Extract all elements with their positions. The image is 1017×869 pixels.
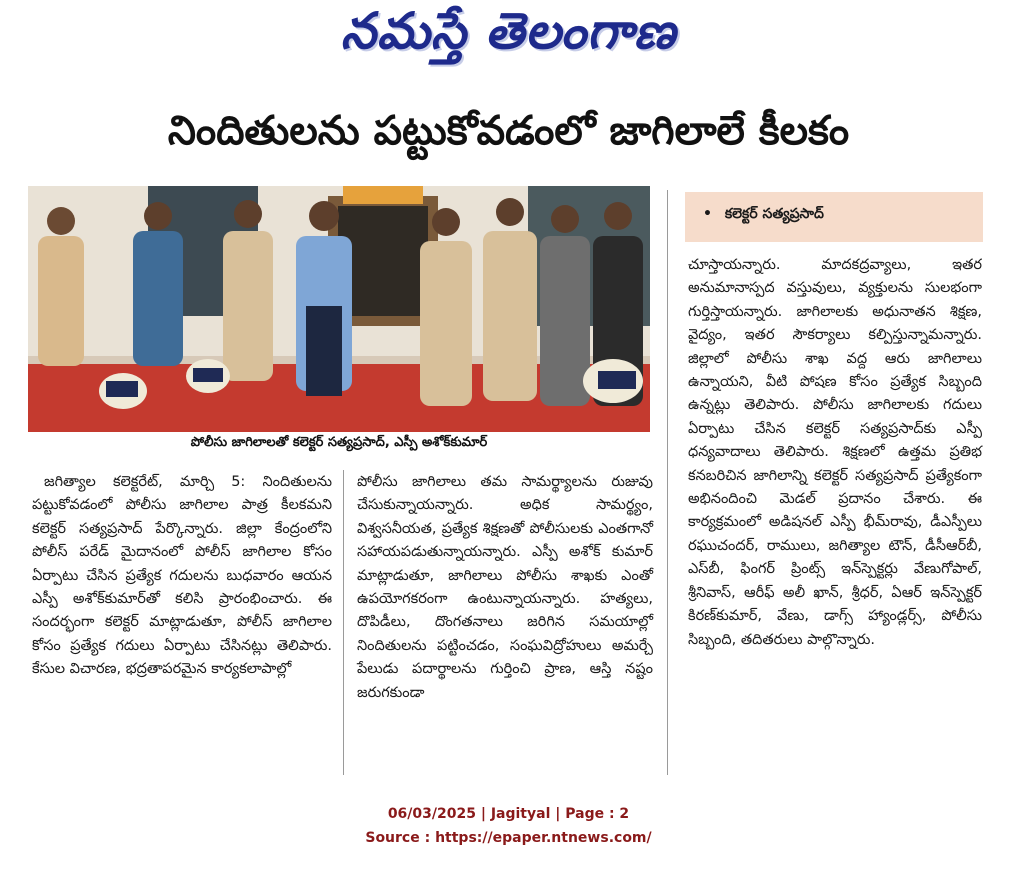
article-column-2: పోలీసు జాగిలాలు తమ సామర్థ్యాలను రుజువు చేసుకున్నాయన్నారు. అధిక సామర్థ్యం, విశ్వసనీయత, ప్రత్యేక శిక్షణతో పోలీసులకు ఎంతగానో సహాయపడుతున్నాయన్నారు. ఎస్పీ అశోక్ కుమార్ మాట్లాడుతూ, జాగిలాలు పోలీసు శాఖకు ఎంతో ఉపయోగకరంగా ఉంటున్నాయన్నారు. హత్యలు, దొపిడీలు, దొంగతనాలు జరిగిన సమయాల్లో నిందితులను పట్టించడం, సంఘవిద్రోహులు అమర్చే పేలుడు పదార్థాలను గుర్తించి ప్రాణ, ఆస్తి నష్టం జరుగకుండా: [357, 474, 653, 701]
footer-source-line: Source : https://epaper.ntnews.com/: [365, 830, 652, 846]
photo-caption: పోలీసు జాగిలాలతో కలెక్టర్ సత్యప్రసాద్, ఎస్పీ అశోక్‌కుమార్: [190, 435, 488, 450]
column-divider: [667, 190, 668, 775]
footer-date-line: 06/03/2025 | Jagityal | Page : 2: [387, 806, 630, 822]
bullet-icon: •: [703, 206, 712, 222]
article-photo: [28, 186, 650, 432]
highlight-text: కలెక్టర్ సత్యప్రసాద్: [724, 206, 824, 222]
article-column-1: జగిత్యాల కలెక్టరేట్, మార్చి 5: నిందితులను పట్టుకోవడంలో పోలీసు జాగిలాల పాత్ర కీలకమని కలెక్టర్ సత్యప్రసాద్ పేర్కొన్నారు. జిల్లా కేంద్రంలోని పోలీస్ పరేడ్ మైదానంలో పోలీస్ జాగిలాల కోసం ఏర్పాటు చేసిన ప్రత్యేక గదులను బుధవారం ఆయన ఎస్పీ అశోక్‌కుమార్‌తో కలిసి ప్రారంభించారు. ఈ సందర్భంగా కలెక్టర్ మాట్లాడుతూ, పోలీస్ జాగిలాల కోసం ప్రత్యేక గదులు ఏర్పాటు చేసినట్లు తెలిపారు. కేసుల విచారణ, భద్రతాపరమైన కార్యకలాపాల్లో: [32, 474, 332, 678]
article-headline: నిందితులను పట్టుకోవడంలో జాగిలాలే కీలకం: [167, 108, 850, 154]
newspaper-masthead: నమస్తే తెలంగాణ: [340, 2, 677, 60]
highlight-box: [685, 192, 983, 242]
photo-illustration: [28, 186, 650, 432]
article-column-3: చూస్తాయన్నారు. మాదకద్రవ్యాలు, ఇతర అనుమానాస్పద వస్తువులు, వ్యక్తులను సులభంగా గుర్తిస్తాయన్నారు. జాగిలాలకు అధునాతన శిక్షణ, వైద్యం, ఇతర సౌకర్యాలు కల్పిస్తున్నామన్నారు. జిల్లాలో పోలీసు శాఖ వద్ద ఆరు జాగిలాలు ఉన్నాయని, వీటి పోషణ కోసం ప్రత్యేక సిబ్బంది ఉన్నట్లు తెలిపారు. పోలీసు జాగిలాలకు గదులు ఏర్పాటు చేసిన కలెక్టర్ సత్యప్రసాద్‌కు ఎస్పీ ధన్యవాదాలు తెలిపారు. శిక్షణలో ఉత్తమ ప్రతిభ కనబరిచిన జాగిలాన్ని కలెక్టర్ సత్యప్రసాద్ ప్రత్యేకంగా అభినందించి మెడల్ ప్రదానం చేశారు. ఈ కార్యక్రమంలో అడిషనల్ ఎస్పీ భీమ్‌రావు, డీఎస్పీలు రఘుచందర్, రాములు, జగిత్యాల టౌన్, డీసీఆర్‌బీ, ఎస్‌బీ, ఫింగర్ ప్రింట్స్ ఇన్‌స్పెక్టర్లు వేణుగోపాల్, శ్రీనివాస్, ఆరీఫ్ అలీ ఖాన్, శ్రీధర్, ఏఆర్ ఇన్‌స్పెక్టర్ కిరణ్‌కుమార్, వేణు, డాగ్స్ హ్యాండ్లర్స్, పోలీసు సిబ్బంది, తదితరులు పాల్గొన్నారు.: [688, 257, 982, 648]
column-divider: [343, 470, 344, 775]
